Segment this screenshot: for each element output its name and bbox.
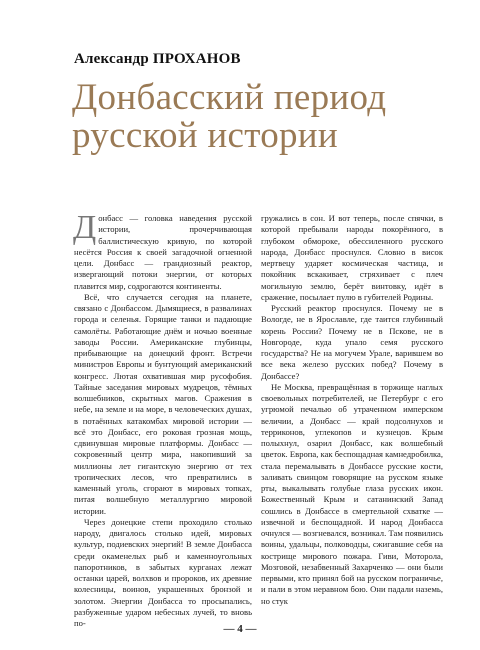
paragraph: Не Москва, превращённая в торжище наглых своевольных потребителей, не Петербург с его угрюмой печалью об утраченном имперском величии, а Донбасс — край подсолнухов и терриконов, углекопов и кузнецов. Крым полыхнул, озарил Донбасс, как волшебный цветок. Европа, как беспощадная камнедробилка, стала перемалывать в Донбассе русские кости, заливать свинцом говорящие на русском языке рты, выкалывать голубые глаза русских икон. Божественный Крым и сатанинский Запад сошлись в Донбассе в смертельной схватке — извечной и беспощадной. И народ Донбасса очнулся — возгневался, возникал. Там появились воины, удальцы, полководцы, сжигавшие себя на кострище мирового пожара. Гиви, Моторола, Мозговой, незабвенный Захарченко — они были первыми, кто принял бой на русском пограничье, и пали в этом неравном бою. Они падали наземь, но стук — [261, 381, 443, 606]
page-number: — 4 — — [223, 623, 257, 635]
article-title: Донбасский период русской истории — [72, 77, 387, 156]
paragraph: Русский реактор проснулся. Почему не в Вологде, не в Ярославле, где таится глубинный корень России? Почему не в Пскове, не в Новгороде, куда упало семя русского государства? Не на могучем Урале, варившем во все века железо русских побед? Почему в Донбассе? — [261, 303, 443, 381]
drop-cap: Д — [73, 209, 97, 246]
paragraph-text: онбасс — головка наведения русской истории, прочерчивающая баллистическую кривую, по которой несётся Россия к своей загадочной огненной цели. Донбасс — грандиозный реактор, извергающий потоки энергии, от которых плавится мир, содрогаются континенты. — [74, 213, 252, 291]
paragraph: Всё, что случается сегодня на планете, связано с Донбассом. Дымящиеся, в развалинах города и селенья. Горящие танки и падающие самолёты. Работающие днём и ночью военные заводы России. Американские глубинцы, прибывающие на донецкий фронт. Встречи министров Европы и бунтующий американский конгресс. Лютая охватившая мир русофобия. Тайные заседания мировых мудрецов, тёмных волшебников, скрытных магов. Сражения в небе, на земле и на море, в человеческих душах, в потаённых катакомбах мировой истории — всё это Донбасс, его роковая грозная мощь, сдвинувшая мировые платформы. Донбасс — сокровенный центр мира, накопивший за миллионы лет гигантскую энергию от тех тропических лесов, что превратились в каменный уголь, сгорают в мировых топках, питая волшебную металлургию мировой истории. — [74, 291, 252, 516]
left-column — [73, 209, 252, 629]
author-name: Александр ПРОХАНОВ — [74, 51, 241, 67]
paragraph — [73, 209, 252, 292]
paragraph: гружались в сон. И вот теперь, после спячки, в которой пребывали народы покорённого, в глубоком обмороке, обессиленного русского народа, Донбасс проснулся. Словно в висок мертвецу ударяет космическая частица, и покойник вскакивает, стряхивает с плеч могильную землю, берёт винтовку, идёт в сражение, посылает пулю в губителей Родины. — [261, 213, 443, 302]
paragraph: Через донецкие степи проходило столько народу, двигалось столько идей, мировых культур, подиевских энергий! В земле Донбасса среди окаменелых рыб и каменноугольных папоротников, в забытых курганах лежат останки царей, волхвов и пророков, их древние колесницы, воинов, украшенных бронзой и золотом. Энергии Донбасса то просыпались, разбуженные ударом небесных лучей, то вновь по- — [74, 516, 252, 628]
right-column — [261, 213, 443, 607]
